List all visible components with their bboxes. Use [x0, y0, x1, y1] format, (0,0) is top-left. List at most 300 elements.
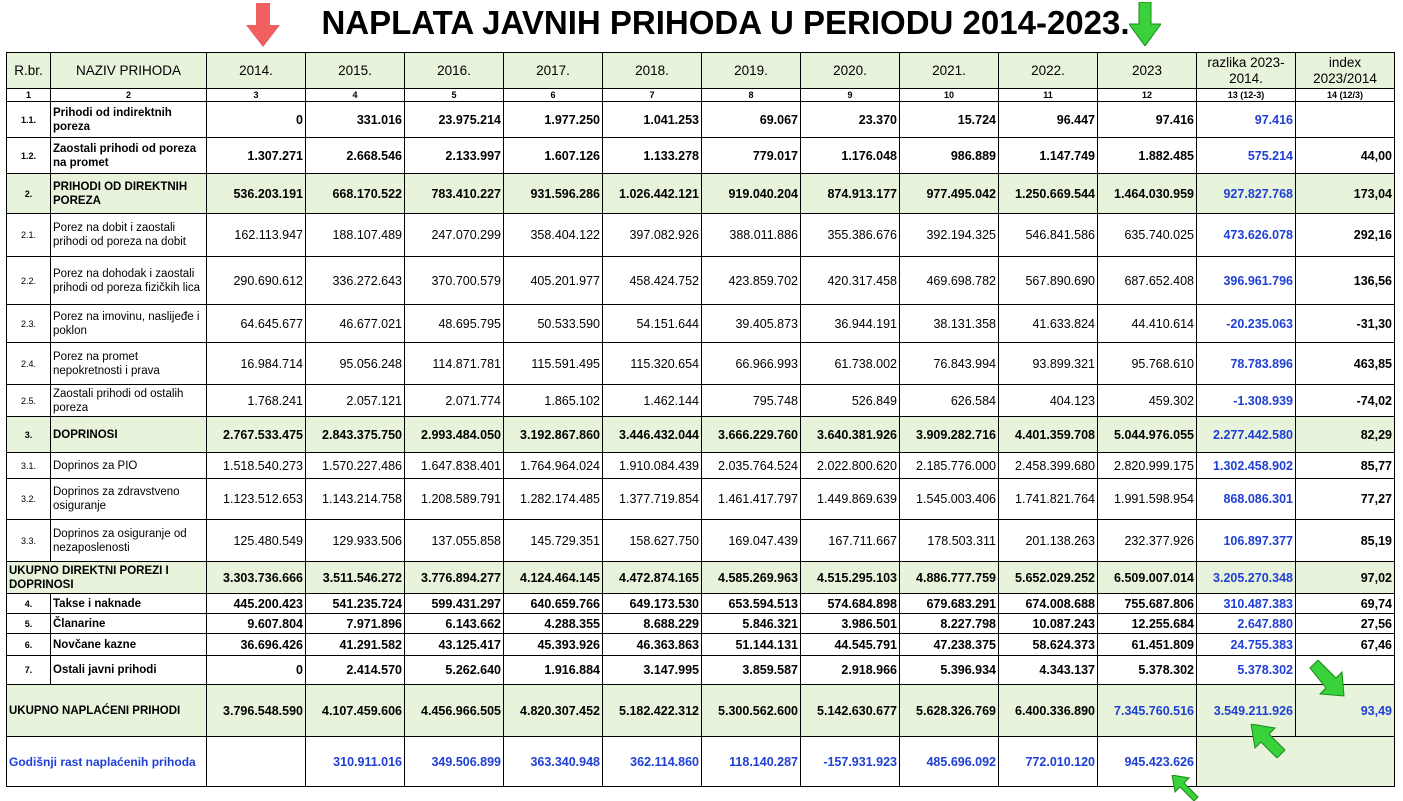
header-cell: NAZIV PRIHODA — [51, 53, 207, 89]
value-cell: 1.518.540.273 — [207, 453, 306, 479]
value-cell: 3.511.546.272 — [306, 562, 405, 594]
index-cell — [1296, 102, 1395, 138]
value-cell: 458.424.752 — [603, 257, 702, 305]
value-cell: 2.035.764.524 — [702, 453, 801, 479]
value-cell: 358.404.122 — [504, 214, 603, 257]
header-cell: R.br. — [7, 53, 51, 89]
value-cell: 687.652.408 — [1098, 257, 1197, 305]
subheader-cell: 9 — [801, 89, 900, 102]
subheader-cell: 10 — [900, 89, 999, 102]
value-cell: 5.396.934 — [900, 656, 999, 685]
value-cell: 178.503.311 — [900, 520, 999, 562]
header-cell: 2016. — [405, 53, 504, 89]
total-index-cell: 93,49 — [1296, 685, 1395, 737]
value-cell: 48.695.795 — [405, 305, 504, 343]
value-cell: 2.458.399.680 — [999, 453, 1098, 479]
row-name: Ostali javni prihodi — [51, 656, 207, 685]
difference-cell: 106.897.377 — [1197, 520, 1296, 562]
value-cell: 5.846.321 — [702, 614, 801, 634]
value-cell: 977.495.042 — [900, 174, 999, 214]
value-cell: 1.570.227.486 — [306, 453, 405, 479]
value-cell: 44.410.614 — [1098, 305, 1197, 343]
index-cell: 136,56 — [1296, 257, 1395, 305]
empty-cell — [1197, 737, 1395, 787]
growth-value-cell: 362.114.860 — [603, 737, 702, 787]
total-value-cell: 4.820.307.452 — [504, 685, 603, 737]
value-cell: 626.584 — [900, 385, 999, 417]
value-cell: 388.011.886 — [702, 214, 801, 257]
row-name: Članarine — [51, 614, 207, 634]
row-number: 1.1. — [7, 102, 51, 138]
table-row — [7, 479, 1395, 520]
value-cell: 125.480.549 — [207, 520, 306, 562]
index-cell: 85,19 — [1296, 520, 1395, 562]
value-cell: 469.698.782 — [900, 257, 999, 305]
table-row — [7, 257, 1395, 305]
difference-cell: 2.647.880 — [1197, 614, 1296, 634]
value-cell: 61.738.002 — [801, 343, 900, 385]
difference-cell: 3.205.270.348 — [1197, 562, 1296, 594]
value-cell: 795.748 — [702, 385, 801, 417]
row-number: 2.3. — [7, 305, 51, 343]
value-cell: 167.711.667 — [801, 520, 900, 562]
red-arrow-down-icon — [246, 3, 280, 47]
value-cell: 392.194.325 — [900, 214, 999, 257]
table-row — [7, 520, 1395, 562]
value-cell: 1.768.241 — [207, 385, 306, 417]
value-cell: 169.047.439 — [702, 520, 801, 562]
table-row — [7, 453, 1395, 479]
total-value-cell: 5.182.422.312 — [603, 685, 702, 737]
value-cell: 404.123 — [999, 385, 1098, 417]
header-cell: 2018. — [603, 53, 702, 89]
difference-cell: 5.378.302 — [1197, 656, 1296, 685]
value-cell: 3.986.501 — [801, 614, 900, 634]
total-name: UKUPNO NAPLAĆENI PRIHODI — [7, 685, 207, 737]
table-row — [7, 214, 1395, 257]
subheader-cell: 11 — [999, 89, 1098, 102]
value-cell: 1.991.598.954 — [1098, 479, 1197, 520]
value-cell: 546.841.586 — [999, 214, 1098, 257]
value-cell: 2.414.570 — [306, 656, 405, 685]
green-arrow-diagonal-icon — [1249, 724, 1287, 758]
value-cell: 1.647.838.401 — [405, 453, 504, 479]
value-cell: 779.017 — [702, 138, 801, 174]
value-cell: 1.865.102 — [504, 385, 603, 417]
subheader-cell: 7 — [603, 89, 702, 102]
header-cell: 2022. — [999, 53, 1098, 89]
total-value-cell: 3.796.548.590 — [207, 685, 306, 737]
index-cell: 85,77 — [1296, 453, 1395, 479]
value-cell: 5.262.640 — [405, 656, 504, 685]
index-cell: -31,30 — [1296, 305, 1395, 343]
value-cell: 61.451.809 — [1098, 634, 1197, 656]
value-cell: 445.200.423 — [207, 594, 306, 614]
subheader-cell: 8 — [702, 89, 801, 102]
value-cell: 38.131.358 — [900, 305, 999, 343]
subheader-cell: 12 — [1098, 89, 1197, 102]
value-cell: 76.843.994 — [900, 343, 999, 385]
value-cell: 1.449.869.639 — [801, 479, 900, 520]
value-cell: 331.016 — [306, 102, 405, 138]
value-cell: 4.886.777.759 — [900, 562, 999, 594]
difference-cell: 310.487.383 — [1197, 594, 1296, 614]
total-value-cell: 6.400.336.890 — [999, 685, 1098, 737]
header-cell: 2014. — [207, 53, 306, 89]
value-cell: 97.416 — [1098, 102, 1197, 138]
row-name: Doprinos za PIO — [51, 453, 207, 479]
row-number: 3.2. — [7, 479, 51, 520]
value-cell: 64.645.677 — [207, 305, 306, 343]
value-cell: 6.509.007.014 — [1098, 562, 1197, 594]
difference-cell: 927.827.768 — [1197, 174, 1296, 214]
value-cell: 1.462.144 — [603, 385, 702, 417]
value-cell: 201.138.263 — [999, 520, 1098, 562]
row-name: Porez na dohodak i zaostali prihodi od poreza fizičkih lica — [51, 257, 207, 305]
value-cell: 1.464.030.959 — [1098, 174, 1197, 214]
value-cell: 2.767.533.475 — [207, 417, 306, 453]
value-cell: 10.087.243 — [999, 614, 1098, 634]
row-name: Porez na promet nepokretnosti i prava — [51, 343, 207, 385]
value-cell: 931.596.286 — [504, 174, 603, 214]
value-cell: 2.057.121 — [306, 385, 405, 417]
growth-value-cell: -157.931.923 — [801, 737, 900, 787]
value-cell: 0 — [207, 102, 306, 138]
value-cell: 1.176.048 — [801, 138, 900, 174]
value-cell: 1.977.250 — [504, 102, 603, 138]
row-name: Zaostali prihodi od poreza na promet — [51, 138, 207, 174]
value-cell: 3.909.282.716 — [900, 417, 999, 453]
value-cell: 43.125.417 — [405, 634, 504, 656]
total-value-cell: 7.345.760.516 — [1098, 685, 1197, 737]
value-cell: 51.144.131 — [702, 634, 801, 656]
difference-cell: 1.302.458.902 — [1197, 453, 1296, 479]
value-cell: 145.729.351 — [504, 520, 603, 562]
row-name: Doprinos za zdravstveno osiguranje — [51, 479, 207, 520]
value-cell: 3.446.432.044 — [603, 417, 702, 453]
value-cell: 47.238.375 — [900, 634, 999, 656]
value-cell: 232.377.926 — [1098, 520, 1197, 562]
growth-value-cell — [207, 737, 306, 787]
value-cell: 1.461.417.797 — [702, 479, 801, 520]
value-cell: 9.607.804 — [207, 614, 306, 634]
value-cell: 41.633.824 — [999, 305, 1098, 343]
value-cell: 536.203.191 — [207, 174, 306, 214]
row-number: 7. — [7, 656, 51, 685]
value-cell: 1.143.214.758 — [306, 479, 405, 520]
difference-cell: 2.277.442.580 — [1197, 417, 1296, 453]
header-cell: 2020. — [801, 53, 900, 89]
value-cell: 2.918.966 — [801, 656, 900, 685]
green-arrow-diagonal-icon — [1308, 660, 1348, 698]
value-cell: 50.533.590 — [504, 305, 603, 343]
index-cell: 27,56 — [1296, 614, 1395, 634]
value-cell: 15.724 — [900, 102, 999, 138]
table-row — [7, 385, 1395, 417]
difference-cell: 97.416 — [1197, 102, 1296, 138]
value-cell: 1.041.253 — [603, 102, 702, 138]
table-row — [7, 656, 1395, 685]
value-cell: 653.594.513 — [702, 594, 801, 614]
row-name: Novčane kazne — [51, 634, 207, 656]
table-row — [7, 614, 1395, 634]
value-cell: 640.659.766 — [504, 594, 603, 614]
value-cell: 1.208.589.791 — [405, 479, 504, 520]
subheader-cell: 1 — [7, 89, 51, 102]
value-cell: 4.343.137 — [999, 656, 1098, 685]
header-cell: index 2023/2014 — [1296, 53, 1395, 89]
subheader-cell: 3 — [207, 89, 306, 102]
growth-name: Godišnji rast naplaćenih prihoda — [7, 737, 207, 787]
value-cell: 405.201.977 — [504, 257, 603, 305]
row-name: DOPRINOSI — [51, 417, 207, 453]
total-difference-cell: 3.549.211.926 — [1197, 685, 1296, 737]
index-cell: 67,46 — [1296, 634, 1395, 656]
value-cell: 526.849 — [801, 385, 900, 417]
row-name: Takse i naknade — [51, 594, 207, 614]
subheader-cell: 4 — [306, 89, 405, 102]
table-row — [7, 634, 1395, 656]
value-cell: 4.401.359.708 — [999, 417, 1098, 453]
total-value-cell: 4.107.459.606 — [306, 685, 405, 737]
index-cell: 292,16 — [1296, 214, 1395, 257]
row-name: Porez na imovinu, naslijeđe i poklon — [51, 305, 207, 343]
index-cell: 82,29 — [1296, 417, 1395, 453]
table-row — [7, 138, 1395, 174]
total-value-cell: 5.142.630.677 — [801, 685, 900, 737]
header-cell: 2023 — [1098, 53, 1197, 89]
difference-cell: 78.783.896 — [1197, 343, 1296, 385]
value-cell: 674.008.688 — [999, 594, 1098, 614]
value-cell: 69.067 — [702, 102, 801, 138]
value-cell: 1.910.084.439 — [603, 453, 702, 479]
value-cell: 1.026.442.121 — [603, 174, 702, 214]
value-cell: 44.545.791 — [801, 634, 900, 656]
difference-cell: 24.755.383 — [1197, 634, 1296, 656]
value-cell: 5.378.302 — [1098, 656, 1197, 685]
row-number: 4. — [7, 594, 51, 614]
header-cell: 2021. — [900, 53, 999, 89]
index-cell: -74,02 — [1296, 385, 1395, 417]
value-cell: 3.859.587 — [702, 656, 801, 685]
value-cell: 1.764.964.024 — [504, 453, 603, 479]
value-cell: 115.320.654 — [603, 343, 702, 385]
difference-cell: 396.961.796 — [1197, 257, 1296, 305]
row-number: 3. — [7, 417, 51, 453]
value-cell: 2.022.800.620 — [801, 453, 900, 479]
value-cell: 1.882.485 — [1098, 138, 1197, 174]
value-cell: 6.143.662 — [405, 614, 504, 634]
growth-value-cell: 118.140.287 — [702, 737, 801, 787]
row-name: Porez na dobit i zaostali prihodi od poreza na dobit — [51, 214, 207, 257]
value-cell: 2.843.375.750 — [306, 417, 405, 453]
growth-value-cell: 945.423.626 — [1098, 737, 1197, 787]
value-cell: 3.640.381.926 — [801, 417, 900, 453]
table-row — [7, 343, 1395, 385]
value-cell: 23.370 — [801, 102, 900, 138]
subheader-cell: 13 (12-3) — [1197, 89, 1296, 102]
green-arrow-diagonal-icon — [1170, 775, 1200, 801]
difference-cell: 575.214 — [1197, 138, 1296, 174]
difference-cell: 473.626.078 — [1197, 214, 1296, 257]
header-cell: 2015. — [306, 53, 405, 89]
value-cell: 137.055.858 — [405, 520, 504, 562]
total-value-cell: 5.628.326.769 — [900, 685, 999, 737]
growth-value-cell: 485.696.092 — [900, 737, 999, 787]
value-cell: 783.410.227 — [405, 174, 504, 214]
value-cell: 574.684.898 — [801, 594, 900, 614]
revenue-table — [6, 52, 1395, 787]
value-cell: 459.302 — [1098, 385, 1197, 417]
subheader-cell: 6 — [504, 89, 603, 102]
row-number: 2.4. — [7, 343, 51, 385]
value-cell: 755.687.806 — [1098, 594, 1197, 614]
index-cell: 44,00 — [1296, 138, 1395, 174]
value-cell: 5.652.029.252 — [999, 562, 1098, 594]
value-cell: 4.288.355 — [504, 614, 603, 634]
value-cell: 16.984.714 — [207, 343, 306, 385]
value-cell: 2.668.546 — [306, 138, 405, 174]
row-number: 2. — [7, 174, 51, 214]
index-cell: 173,04 — [1296, 174, 1395, 214]
total-value-cell: 4.456.966.505 — [405, 685, 504, 737]
value-cell: 1.545.003.406 — [900, 479, 999, 520]
value-cell: 1.147.749 — [999, 138, 1098, 174]
value-cell: 1.123.512.653 — [207, 479, 306, 520]
value-cell: 96.447 — [999, 102, 1098, 138]
growth-value-cell: 349.506.899 — [405, 737, 504, 787]
value-cell: 36.696.426 — [207, 634, 306, 656]
growth-value-cell: 310.911.016 — [306, 737, 405, 787]
row-number: 3.3. — [7, 520, 51, 562]
value-cell: 3.192.867.860 — [504, 417, 603, 453]
value-cell: 2.185.776.000 — [900, 453, 999, 479]
value-cell: 1.916.884 — [504, 656, 603, 685]
value-cell: 162.113.947 — [207, 214, 306, 257]
value-cell: 158.627.750 — [603, 520, 702, 562]
value-cell: 66.966.993 — [702, 343, 801, 385]
value-cell: 986.889 — [900, 138, 999, 174]
row-number: 2.5. — [7, 385, 51, 417]
value-cell: 567.890.690 — [999, 257, 1098, 305]
total-value-cell: 5.300.562.600 — [702, 685, 801, 737]
table-row — [7, 102, 1395, 138]
row-name: Zaostali prihodi od ostalih poreza — [51, 385, 207, 417]
row-number: 2.2. — [7, 257, 51, 305]
table-row — [7, 305, 1395, 343]
value-cell: 423.859.702 — [702, 257, 801, 305]
value-cell: 4.124.464.145 — [504, 562, 603, 594]
subheader-row — [7, 89, 1395, 102]
value-cell: 635.740.025 — [1098, 214, 1197, 257]
index-cell: 69,74 — [1296, 594, 1395, 614]
value-cell: 3.147.995 — [603, 656, 702, 685]
header-cell: 2019. — [702, 53, 801, 89]
value-cell: 3.666.229.760 — [702, 417, 801, 453]
value-cell: 1.282.174.485 — [504, 479, 603, 520]
value-cell: 39.405.873 — [702, 305, 801, 343]
value-cell: 3.776.894.277 — [405, 562, 504, 594]
value-cell: 420.317.458 — [801, 257, 900, 305]
value-cell: 23.975.214 — [405, 102, 504, 138]
value-cell: 599.431.297 — [405, 594, 504, 614]
row-number: 5. — [7, 614, 51, 634]
subheader-cell: 14 (12/3) — [1296, 89, 1395, 102]
row-number: 1.2. — [7, 138, 51, 174]
value-cell: 4.585.269.963 — [702, 562, 801, 594]
row-name: UKUPNO DIREKTNI POREZI I DOPRINOSI — [7, 562, 207, 594]
row-name: PRIHODI OD DIREKTNIH POREZA — [51, 174, 207, 214]
value-cell: 8.688.229 — [603, 614, 702, 634]
value-cell: 1.607.126 — [504, 138, 603, 174]
row-name: Prihodi od indirektnih poreza — [51, 102, 207, 138]
difference-cell: -1.308.939 — [1197, 385, 1296, 417]
row-number: 6. — [7, 634, 51, 656]
value-cell: 114.871.781 — [405, 343, 504, 385]
value-cell: 874.913.177 — [801, 174, 900, 214]
index-cell: 77,27 — [1296, 479, 1395, 520]
value-cell: 58.624.373 — [999, 634, 1098, 656]
row-name: Doprinos za osiguranje od nezaposlenosti — [51, 520, 207, 562]
value-cell: 336.272.643 — [306, 257, 405, 305]
table-row — [7, 417, 1395, 453]
value-cell: 290.690.612 — [207, 257, 306, 305]
table-row — [7, 562, 1395, 594]
page-title: NAPLATA JAVNIH PRIHODA U PERIODU 2014-2023. — [321, 4, 1130, 41]
difference-cell: -20.235.063 — [1197, 305, 1296, 343]
value-cell: 12.255.684 — [1098, 614, 1197, 634]
value-cell: 5.044.976.055 — [1098, 417, 1197, 453]
value-cell: 649.173.530 — [603, 594, 702, 614]
value-cell: 46.363.863 — [603, 634, 702, 656]
green-arrow-down-icon — [1129, 2, 1161, 46]
value-cell: 919.040.204 — [702, 174, 801, 214]
value-cell: 93.899.321 — [999, 343, 1098, 385]
value-cell: 46.677.021 — [306, 305, 405, 343]
value-cell: 247.070.299 — [405, 214, 504, 257]
row-number: 2.1. — [7, 214, 51, 257]
value-cell: 2.133.997 — [405, 138, 504, 174]
header-cell: razlika 2023-2014. — [1197, 53, 1296, 89]
value-cell: 1.741.821.764 — [999, 479, 1098, 520]
header-row — [7, 53, 1395, 89]
value-cell: 541.235.724 — [306, 594, 405, 614]
value-cell: 129.933.506 — [306, 520, 405, 562]
value-cell: 4.472.874.165 — [603, 562, 702, 594]
value-cell: 7.971.896 — [306, 614, 405, 634]
subheader-cell: 5 — [405, 89, 504, 102]
table-row — [7, 594, 1395, 614]
value-cell: 188.107.489 — [306, 214, 405, 257]
row-number: 3.1. — [7, 453, 51, 479]
growth-value-cell: 363.340.948 — [504, 737, 603, 787]
difference-cell: 868.086.301 — [1197, 479, 1296, 520]
value-cell: 95.768.610 — [1098, 343, 1197, 385]
value-cell: 397.082.926 — [603, 214, 702, 257]
table-row — [7, 174, 1395, 214]
value-cell: 2.820.999.175 — [1098, 453, 1197, 479]
value-cell: 679.683.291 — [900, 594, 999, 614]
value-cell: 8.227.798 — [900, 614, 999, 634]
value-cell: 2.993.484.050 — [405, 417, 504, 453]
index-cell: 97,02 — [1296, 562, 1395, 594]
value-cell: 4.515.295.103 — [801, 562, 900, 594]
value-cell: 2.071.774 — [405, 385, 504, 417]
value-cell: 668.170.522 — [306, 174, 405, 214]
value-cell: 355.386.676 — [801, 214, 900, 257]
value-cell: 36.944.191 — [801, 305, 900, 343]
value-cell: 1.250.669.544 — [999, 174, 1098, 214]
